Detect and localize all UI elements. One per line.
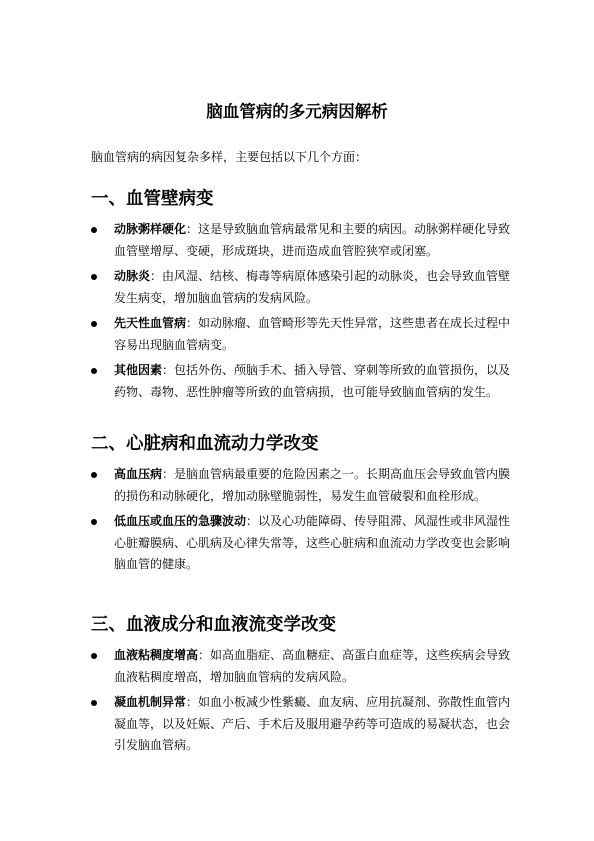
bullet-icon — [91, 227, 97, 233]
list-item — [91, 313, 511, 356]
section-vessel-wall — [91, 187, 511, 403]
item-text: ：由风湿、结核、梅毒等病原体感染引起的动脉炎，也会导致血管壁发生病变，增加脑血管病的发病风险。 — [114, 269, 511, 305]
item-list — [91, 464, 511, 576]
item-term: 其他因素 — [114, 363, 163, 377]
bullet-icon — [91, 472, 97, 478]
list-item — [91, 511, 511, 576]
list-item — [91, 464, 511, 507]
item-text: ：如血小板减少性紫癜、血友病、应用抗凝剂、弥散性血管内凝血等，以及妊娠、产后、手术后及服用避孕药等可造成的易凝状态，也会引发脑血管病。 — [114, 695, 511, 752]
item-term: 先天性血管病 — [114, 316, 187, 330]
item-text: ：是脑血管病最重要的危险因素之一。长期高血压会导致血管内膜的损伤和动脉硬化，增加动脉壁脆弱性，易发生血管破裂和血栓形成。 — [114, 467, 511, 503]
list-item — [91, 360, 511, 403]
item-term: 高血压病 — [114, 467, 163, 481]
item-text: ：这是导致脑血管病最常见和主要的病因。动脉粥样硬化导致血管壁增厚、变硬，形成斑块，进而造成血管腔狭窄或闭塞。 — [114, 222, 511, 258]
item-text: ：如高血脂症、高血糖症、高蛋白血症等，这些疾病会导致血液粘稠度增高，增加脑血管病的发病风险。 — [114, 648, 511, 684]
list-item — [91, 266, 511, 309]
bullet-icon — [91, 368, 97, 374]
section-blood-rheology — [91, 613, 511, 757]
list-item — [91, 219, 511, 262]
bullet-icon — [91, 274, 97, 280]
bullet-icon — [91, 653, 97, 659]
item-text: ：以及心功能障碍、传导阻滞、风湿性或非风湿性心脏瓣膜病、心肌病及心律失常等，这些心脏病和血流动力学改变也会影响脑血管的健康。 — [114, 514, 511, 571]
section-heading: 三、血液成分和血液流变学改变 — [91, 615, 336, 635]
section-heading: 二、心脏病和血流动力学改变 — [91, 434, 319, 454]
bullet-icon — [91, 700, 97, 706]
item-list — [91, 219, 511, 403]
item-text: ：如动脉瘤、血管畸形等先天性异常，这些患者在成长过程中容易出现脑血管病变。 — [114, 316, 511, 352]
item-term: 凝血机制异常 — [114, 695, 187, 709]
item-text: ：包括外伤、颅脑手术、插入导管、穿刺等所致的血管损伤，以及药物、毒物、恶性肿瘤等所致的血管病损，也可能导致脑血管病的发生。 — [114, 363, 511, 399]
item-list — [91, 645, 511, 757]
item-term: 动脉粥样硬化 — [114, 222, 187, 236]
list-item — [91, 645, 511, 688]
bullet-icon — [91, 519, 97, 525]
intro-paragraph: 脑血管病的病因复杂多样，主要包括以下几个方面： — [91, 150, 368, 164]
section-heading: 一、血管壁病变 — [91, 189, 214, 209]
section-heart-hemodynamics — [91, 432, 511, 576]
item-term: 血液粘稠度增高 — [114, 648, 199, 662]
page-title: 脑血管病的多元病因解析 — [206, 102, 388, 121]
item-term: 动脉炎 — [114, 269, 151, 283]
list-item — [91, 692, 511, 757]
item-term: 低血压或血压的急骤波动 — [114, 514, 247, 528]
bullet-icon — [91, 321, 97, 327]
